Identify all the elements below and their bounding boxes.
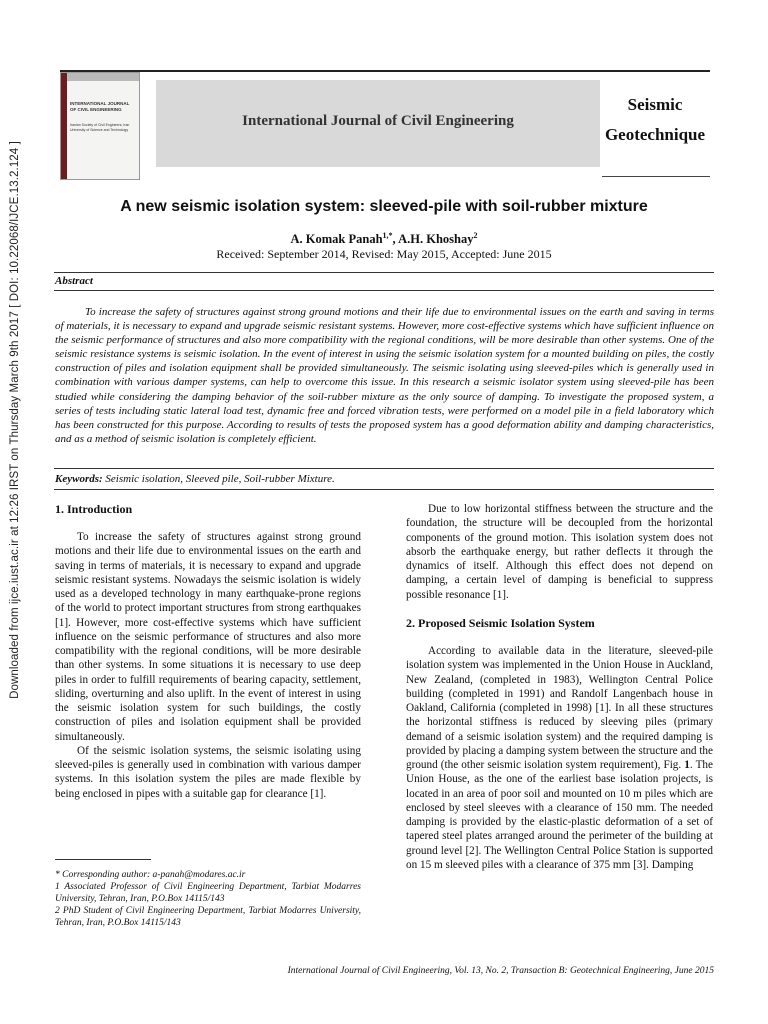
author-1: A. Komak Panah — [290, 232, 383, 247]
abstract-body: To increase the safety of structures against strong ground motions and their life due to environmental issues on the earth and saving in terms of materials, it is necessary to expand and upgrade seismic resistant systems. However, more cost-effective systems which have sufficient influence on the seismic performance of structures and also more compatibility with the regional conditions, will be more desirable than other systems. One of the seismic resistance systems is seismic isolation. In the event of interest in using the seismic isolation system for a mounted building on piles, the costly construction of piles and isolation equipment shall be provided simultaneously. The seismic isolating using sleeved-piles which is generally used in combination with various damper systems, can help to overcome this issue. In this research a seismic isolator system using sleeved-pile has been studied while considering the damping behavior of the soil-rubber mixture as the only source of damping. To investigate the proposed system, a series of tests including static lateral load test, dynamic free and forced vibration tests, were performed on a model pile in a field laboratory which has been constructed for this purpose. According to results of tests the proposed system has a good deformation ability and damping characteristics, and as a method of seismic isolation is completely efficient. — [55, 306, 714, 445]
download-stamp — [5, 110, 25, 730]
paper-authors — [40, 231, 728, 247]
download-stamp-text: Downloaded from ijce.iust.ac.ir at 12:26 IRST on Thursday March 9th 2017 [ DOI: 10.22068/IJCE.13.2.124 ] — [9, 141, 21, 699]
section-tag-rule — [602, 176, 710, 177]
right-paragraph-1: Due to low horizontal stiffness between the structure and the foundation, the structure will be decoupled from the horizontal components of the ground motion. This isolation system does not absorb the earthquake energy, but rather deflects it through the dynamics of itself. Although this effect does not depend on damping, a certain level of damping is beneficial to suppress possible resonance [1]. — [406, 503, 713, 601]
right-column — [406, 502, 713, 872]
section-tag — [602, 90, 708, 150]
figure-ref: 1 — [684, 759, 690, 771]
paper-dates: Received: September 2014, Revised: May 2015, Accepted: June 2015 — [216, 247, 552, 261]
author-1-affil: 1,* — [382, 231, 393, 240]
abstract-top-rule — [54, 272, 714, 273]
section-1-heading: 1. Introduction — [55, 502, 133, 516]
section-tag-line2: Geotechnique — [604, 125, 706, 144]
cover-band — [67, 73, 139, 81]
keywords — [55, 473, 714, 485]
section-2-paragraph-1 — [406, 644, 713, 872]
keywords-list: Seismic isolation, Sleeved pile, Soil-rubber Mixture. — [102, 473, 335, 485]
footnote-rule — [55, 859, 151, 860]
page-footer: International Journal of Civil Engineering, Vol. 13, No. 2, Transaction B: Geotechnical Engineering, June 2015 — [287, 966, 714, 976]
section-tag-line1: Seismic — [627, 95, 683, 114]
section-2-text-b: . The Union House, as the one of the earliest base isolation projects, is located in an area of poor soil and mounted on 10 m piles which are enclosed by steel sleeves with a clearance of 150 mm. The needed damping is provided by the elastic-plastic deformation of a set of tapered steel plates arranged around the perimeter of the building at ground level [2]. The Wellington Central Police Station is supported on 15 m sleeved piles with a clearance of 375 mm [3]. Damping — [406, 759, 713, 871]
intro-paragraph-1: To increase the safety of structures against strong ground motions and their life due to environmental issues on the earth and saving in terms of materials, it is necessary to expand and upgrade seismic resistant systems. Nowadays the seismic isolation is widely used as a developed technology in many earthquake-prone regions of the world to protect important structures from strong earthquakes [1]. However, more cost-effective systems which have sufficient influence on the seismic performance of structures and also more compatibility with the regional conditions, will be more desirable than other systems. In some situations it is necessary to use deep piles in order to fulfill requirements of bearing capacity, settlement, sliding, overturning and also uplift. In the event of interest in using the seismic isolation system for such buildings, the costly construction of piles and isolation equipment shall be provided simultaneously. — [55, 531, 361, 743]
abstract-head-rule — [54, 290, 714, 291]
intro-paragraph-2: Of the seismic isolation systems, the seismic isolating using sleeved-piles is generally used in combination with various damper systems. In this isolation system the piles are made flexible by being enclosed in pipes with a suitable gap for clearance [1]. — [55, 744, 361, 800]
cover-title: INTERNATIONAL JOURNAL OF CIVIL ENGINEERING — [70, 101, 130, 112]
keywords-bottom-rule — [54, 489, 714, 490]
author-separator: , — [392, 232, 399, 247]
header-top-rule — [60, 70, 710, 72]
keywords-top-rule — [54, 468, 714, 469]
footnotes — [55, 869, 361, 929]
cover-spine — [61, 73, 67, 179]
paper-title: A new seismic isolation system: sleeved-pile with soil-rubber mixture — [120, 198, 648, 215]
footnote-corresponding: * Corresponding author: a-panah@modares.ac.ir — [55, 870, 246, 880]
footnote-affil-2: 2 PhD Student of Civil Engineering Department, Tarbiat Modarres University, Tehran, Iran, P.O.Box 14115/143 — [55, 906, 361, 928]
journal-cover-image — [60, 72, 140, 180]
cover-subtitle: Iranian Society of Civil Engineers; Iran University of Science and Technology — [70, 123, 130, 132]
keywords-label: Keywords: — [55, 473, 103, 485]
left-column — [55, 530, 361, 801]
author-2-affil: 2 — [473, 231, 478, 240]
section-2-heading: 2. Proposed Seismic Isolation System — [406, 615, 595, 630]
footnote-affil-1: 1 Associated Professor of Civil Engineering Department, Tarbiat Modarres University, Tehran, Iran, P.O.Box 14115/143 — [55, 882, 361, 904]
section-2-text-a: According to available data in the literature, sleeved-pile isolation system was implemented in the Union House in Auckland, New Zealand, (completed in 1983), Wellington Central Police building (completed in 1991) and Randolf Langenbach house in Oakland, California (completed in 1998) [1]. In all these structures the horizontal stiffness is reduced by sleeving piles (primary demand of a seismic isolation system) and the required damping is provided by placing a damping system between the structure and the ground (the other seismic isolation system requirement), Fig. — [406, 645, 713, 771]
author-2: A.H. Khoshay — [398, 232, 474, 247]
journal-name: International Journal of Civil Engineering — [242, 113, 514, 129]
abstract-heading: Abstract — [55, 275, 93, 287]
